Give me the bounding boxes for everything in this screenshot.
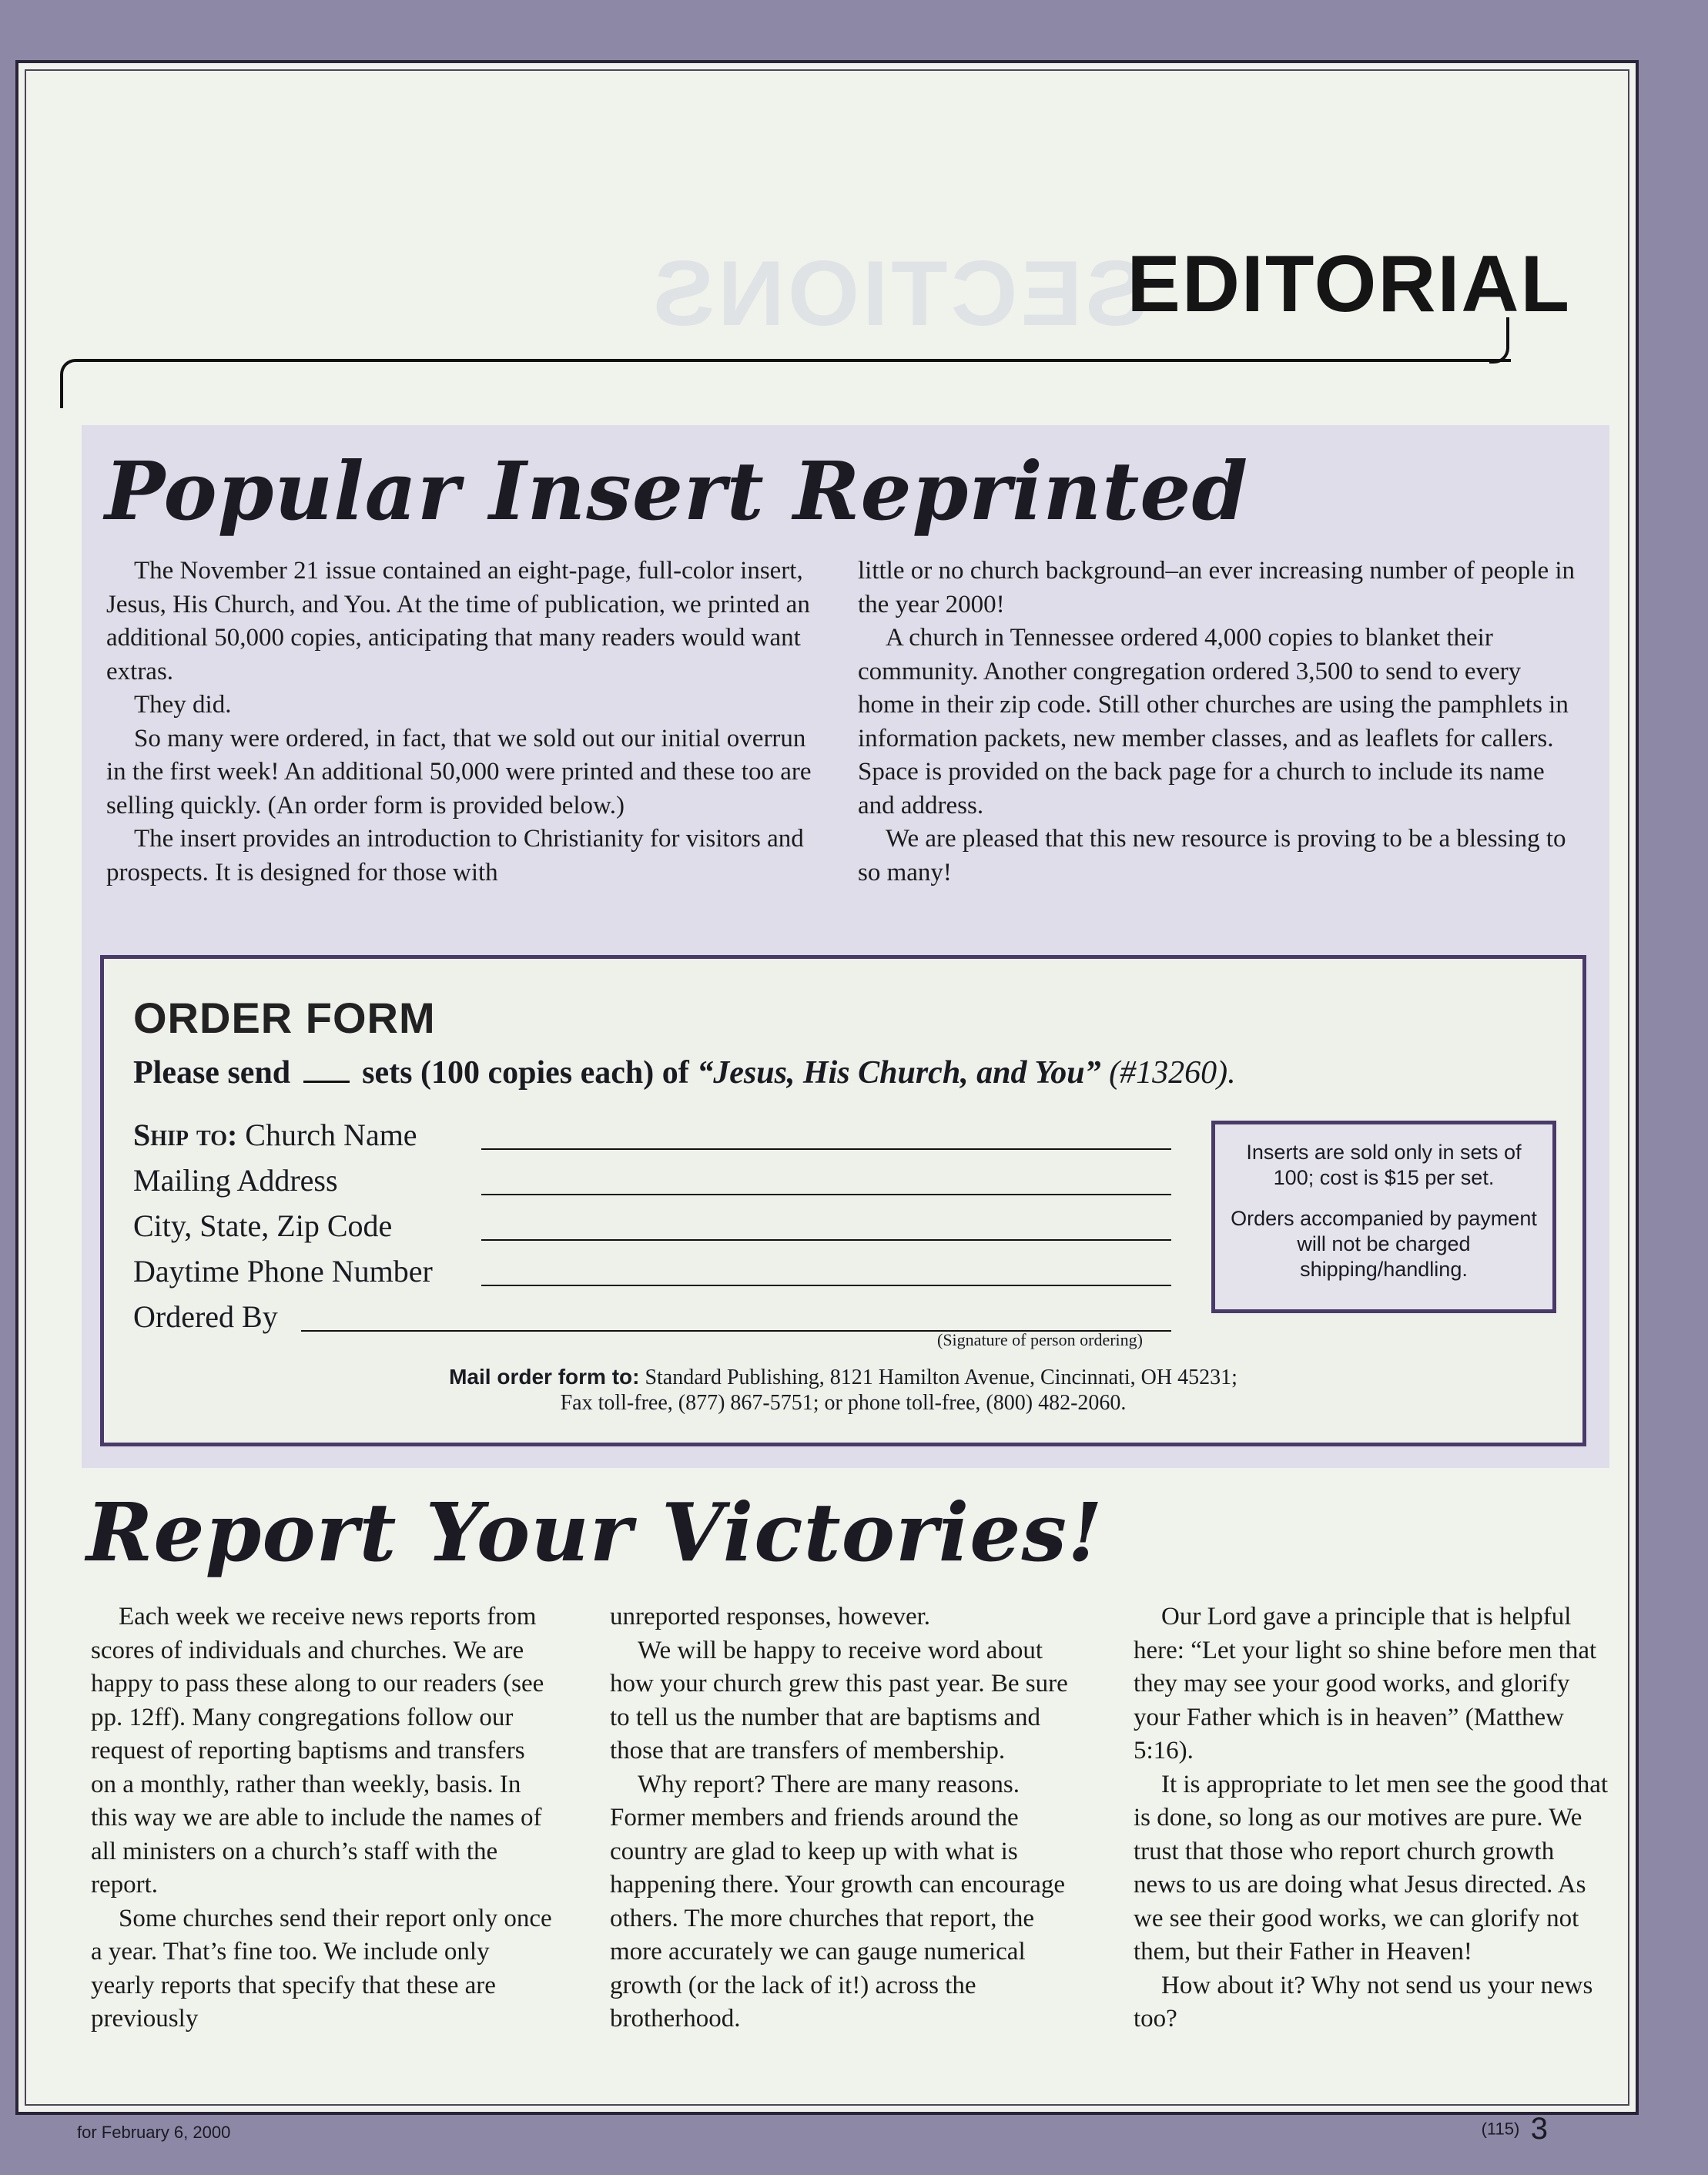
paragraph [858, 823, 1582, 890]
field-label: City, State, Zip Code [133, 1208, 393, 1243]
field-mailing-address [133, 1163, 338, 1198]
field-ordered-by [133, 1299, 278, 1335]
insert-column-1 [106, 555, 815, 890]
victories-column-2 [610, 1600, 1087, 2036]
field-label: Church Name [245, 1118, 417, 1152]
article-title: Report Your Victories! [86, 1485, 1104, 1580]
paragraph [1134, 1768, 1611, 1969]
mail-label: Mail order form to: [449, 1365, 640, 1389]
paragraph [106, 689, 815, 722]
paragraph [610, 1634, 1087, 1768]
header-rule-hook [1489, 317, 1509, 364]
paragraph [1134, 1600, 1611, 1768]
header-rule [60, 359, 1511, 408]
order-form [100, 955, 1586, 1446]
article-title: Popular Insert Reprinted [105, 444, 1249, 538]
mail-address: Standard Publishing, 8121 Hamilton Avenue, Cincinnati, OH 45231; [645, 1366, 1237, 1389]
victories-column-3 [1134, 1600, 1611, 2036]
victories-column-1 [91, 1600, 553, 2036]
paragraph [610, 1768, 1087, 2036]
order-item-code: (#13260). [1109, 1055, 1236, 1091]
order-line-mid: sets (100 copies each) of [362, 1055, 689, 1091]
order-quantity-line [133, 1054, 1236, 1091]
order-form-title: ORDER FORM [133, 994, 436, 1042]
field-church-name [133, 1118, 417, 1153]
field-daytime-phone [133, 1254, 433, 1289]
pricing-note: Inserts are sold only in sets of 100; cost is $15 per set. [1246, 1141, 1522, 1189]
church-name-line[interactable] [481, 1148, 1171, 1150]
section-heading: EDITORIAL [1127, 240, 1571, 329]
shipping-note: Orders accompanied by payment will not be charged shipping/handling. [1231, 1207, 1537, 1281]
paragraph-text: The November 21 issue contained an eight-page, full-color insert, Jesus, His Church, and You. At the time of publication, we printed an additional 50,000 copies, anticipating that many readers would want extras. [106, 557, 810, 685]
page-folio [1482, 2112, 1548, 2147]
pricing-info-box [1211, 1121, 1556, 1313]
field-label: Daytime Phone Number [133, 1254, 433, 1289]
insert-column-2 [858, 555, 1582, 890]
paragraph-text: It is appropriate to let men see the good that is done, so long as our motives are pure. We trust that those who report church growth news to us are doing what Jesus directed. As we see their good works, we can glorify not them, but their Father in Heaven! [1134, 1770, 1609, 1966]
paragraph-text: Each week we receive news reports from scores of individuals and churches. We are happy to pass these along to our readers (see pp. 12ff). Many congregations follow our request of reporting baptisms and transfers on a monthly, rather than weekly, basis. In this way we are able to include the names of all ministers on a church’s staff with the report. [91, 1603, 544, 1899]
paragraph-text: A church in Tennessee ordered 4,000 copies to blanket their community. Another congregation ordered 3,500 to send to every home in their zip code. Still other churches are using the pamphlets in information packets, new member classes, and as leaflets for callers. Space is provided on the back page for a church to include its name and address. [858, 624, 1569, 819]
paragraph [106, 722, 815, 823]
issue-date: for February 6, 2000 [77, 2123, 231, 2142]
order-item-title: “Jesus, His Church, and You” [697, 1055, 1101, 1091]
paragraph-text: The insert provides an introduction to Christianity for visitors and prospects. It is designed for those with [106, 825, 804, 886]
magazine-page [15, 60, 1639, 2146]
paragraph [1134, 1969, 1611, 2036]
quantity-blank[interactable] [303, 1057, 350, 1083]
paragraph-text: We are pleased that this new resource is proving to be a blessing to so many! [858, 825, 1566, 886]
paragraph-text: They did. [134, 691, 232, 719]
paragraph [858, 555, 1582, 622]
daytime-phone-line[interactable] [481, 1285, 1171, 1286]
paragraph [91, 1902, 553, 2036]
paragraph-text: Why report? There are many reasons. Former members and friends around the country are glad to keep up with what is happening there. Your growth can encourage others. The more churches that report, the more accurately we can gauge numerical growth (or the lack of it!) across the brotherhood. [610, 1770, 1066, 2033]
paragraph-text: So many were ordered, in fact, that we sold out our initial overrun in the first week! An additional 50,000 were printed and these too are selling quickly. (An order form is provided below.) [106, 724, 812, 819]
mail-instructions [104, 1364, 1582, 1391]
folio-number: (115) [1481, 2119, 1520, 2139]
paragraph [610, 1600, 1087, 1634]
bleed-through-text: SECTIONS [650, 242, 1147, 345]
paragraph [858, 622, 1582, 823]
paragraph-text: We will be happy to receive word about how your church grew this past year. Be sure to tell us the number that are baptisms and those that are transfers of membership. [610, 1636, 1068, 1764]
mailing-address-line[interactable] [481, 1194, 1171, 1195]
field-label: Ordered By [133, 1299, 278, 1334]
city-state-zip-line[interactable] [481, 1239, 1171, 1241]
paragraph [91, 1600, 553, 1902]
paragraph [106, 555, 815, 689]
ship-to-label: Ship to: [133, 1118, 238, 1152]
page-number: 3 [1530, 2112, 1548, 2146]
signature-note: (Signature of person ordering) [937, 1330, 1143, 1349]
paragraph-text: Some churches send their report only once a year. That’s fine too. We include only yearly reports that specify that these are previously [91, 1904, 552, 2033]
mail-contact: Fax toll-free, (877) 867-5751; or phone toll-free, (800) 482-2060. [560, 1391, 1127, 1415]
field-label: Mailing Address [133, 1163, 338, 1198]
paragraph-text: little or no church background–an ever increasing number of people in the year 2000! [858, 557, 1576, 618]
paragraph-text: unreported responses, however. [610, 1603, 931, 1630]
paragraph [106, 823, 815, 890]
order-line-prefix: Please send [133, 1055, 291, 1091]
paragraph-text: Our Lord gave a principle that is helpful here: “Let your light so shine before men that they may see your good works, and glorify your Father which is in heaven” (Matthew 5:16). [1134, 1603, 1597, 1764]
paragraph-text: How about it? Why not send us your news too? [1134, 1971, 1593, 2033]
field-city-state-zip [133, 1208, 392, 1244]
